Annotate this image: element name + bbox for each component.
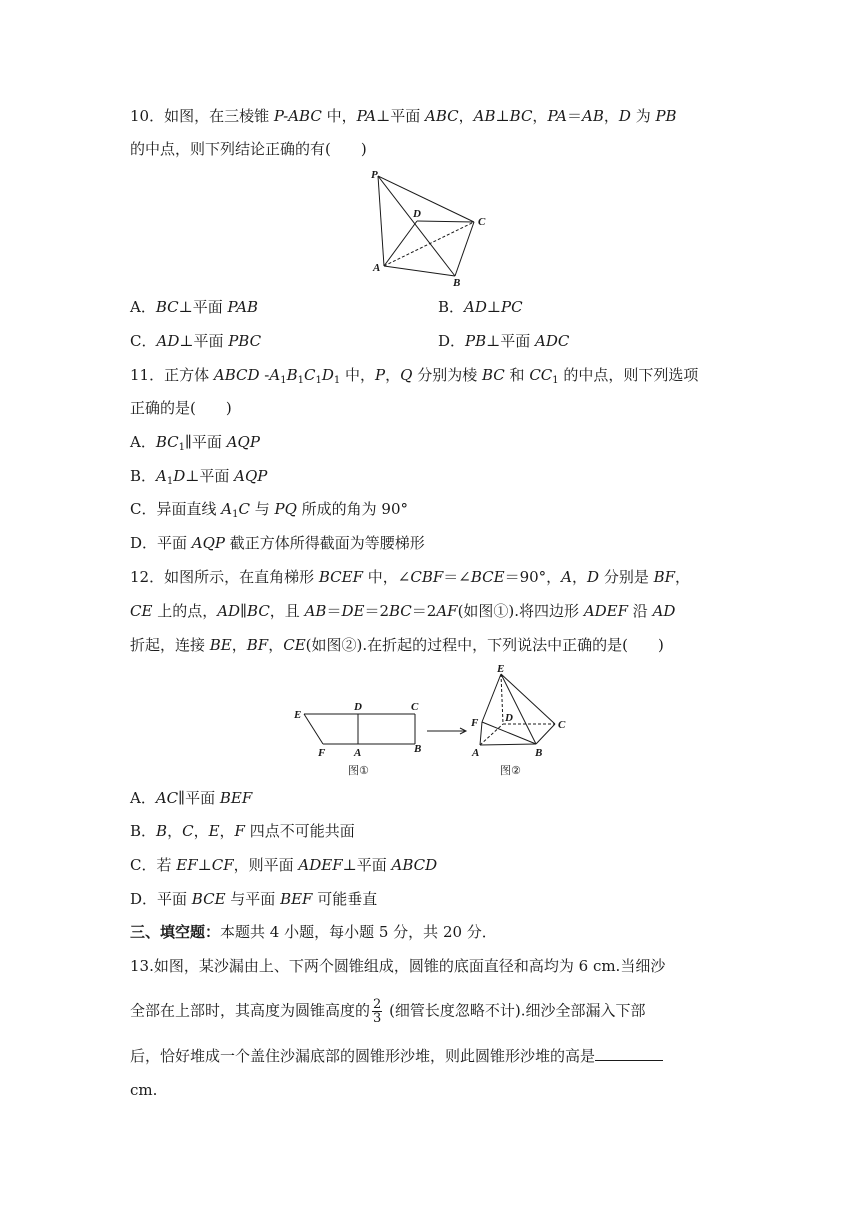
- caption-1: 图①: [348, 764, 369, 777]
- subscript: 1: [232, 509, 239, 520]
- label-C: C: [558, 719, 566, 731]
- subscript: 1: [178, 442, 185, 453]
- text: 沿: [628, 602, 653, 620]
- math: AQP: [234, 467, 268, 485]
- math: AB: [304, 602, 327, 620]
- q12-option-b: [130, 821, 355, 841]
- label-A: A: [472, 747, 480, 759]
- text: ＝: [326, 602, 342, 620]
- q12-stem-line3: [130, 635, 664, 655]
- text: ，则平面: [233, 856, 299, 874]
- text: ⊥: [486, 298, 501, 316]
- math: AD: [652, 602, 676, 620]
- math: AC: [155, 789, 179, 807]
- math: PAB: [227, 298, 259, 316]
- math: ABCD: [391, 856, 438, 874]
- text: ，: [572, 568, 588, 586]
- label-A: A: [354, 747, 362, 759]
- subscript: 1: [280, 375, 287, 386]
- text: 可能垂直: [312, 890, 378, 908]
- q11-option-a: [130, 432, 260, 458]
- math: PBC: [228, 332, 262, 350]
- q10-option-a: [130, 297, 258, 317]
- text: ，且: [269, 602, 305, 620]
- text: ⊥平面: [342, 856, 392, 874]
- subscript: 1: [166, 476, 174, 487]
- math: BCE: [191, 890, 226, 908]
- text: A．: [130, 433, 156, 451]
- q10-stem-line2: 的中点，则下列结论正确的有( ): [130, 140, 367, 158]
- text: 12．如图所示，在直角梯形: [130, 568, 319, 586]
- math: AF: [436, 602, 458, 620]
- math: A: [221, 500, 233, 518]
- math: A: [561, 568, 573, 586]
- text: 截正方体所得截面为等腰梯形: [225, 534, 425, 552]
- text: ∥平面: [178, 789, 220, 807]
- math: C: [303, 366, 316, 384]
- text: (如图②).在折起的过程中，下列说法中正确的是( ): [305, 636, 664, 654]
- q12-stem-line1: [130, 567, 690, 587]
- math: AB: [582, 107, 604, 125]
- text: 的中点，则下列选项: [558, 366, 699, 384]
- text: ，: [385, 366, 401, 384]
- text: ，: [219, 822, 235, 840]
- math: CC: [529, 366, 553, 384]
- math: PB: [655, 107, 677, 125]
- math: DE: [341, 602, 365, 620]
- text: 和: [504, 366, 530, 384]
- math: BC: [155, 433, 179, 451]
- math: EF: [176, 856, 198, 874]
- math: BC: [247, 602, 270, 620]
- text: 中，: [340, 366, 376, 384]
- q11-option-c: [130, 499, 408, 525]
- section-desc: 本题共 4 小题，每小题 5 分，共 20 分．: [220, 923, 497, 941]
- text: D．: [438, 332, 466, 350]
- text: ，: [458, 107, 474, 125]
- text: ⊥平面: [376, 107, 426, 125]
- math: P-ABC: [273, 107, 322, 125]
- text: ⊥平面: [185, 467, 235, 485]
- math: BC: [155, 298, 179, 316]
- q12-figure-2: [466, 662, 576, 780]
- q13-line3: [130, 1046, 663, 1066]
- math: PB: [465, 332, 487, 350]
- subscript: 1: [333, 375, 341, 386]
- text: D．平面: [130, 534, 192, 552]
- label-C: C: [478, 216, 486, 228]
- math: BEF: [280, 890, 313, 908]
- math: BF: [246, 636, 269, 654]
- text: 10．如图，在三棱锥: [130, 107, 274, 125]
- math: ABCD: [213, 366, 260, 384]
- text: 中，: [321, 107, 357, 125]
- q12-stem-line2: [130, 601, 675, 621]
- section-3-heading: [130, 922, 497, 942]
- math: CE: [130, 602, 153, 620]
- fraction-numerator: 2: [373, 997, 382, 1012]
- q12-option-c: [130, 855, 437, 875]
- subscript: 1: [552, 375, 559, 386]
- label-D: D: [413, 208, 421, 220]
- label-E: E: [497, 663, 505, 675]
- text: C．异面直线: [130, 500, 222, 518]
- math: AB: [473, 107, 496, 125]
- text: B．: [130, 467, 157, 485]
- text: 与: [249, 500, 275, 518]
- math: PA: [547, 107, 567, 125]
- q12-figure-1: [290, 700, 435, 780]
- q12-option-d: [130, 889, 377, 909]
- text: ，: [675, 568, 691, 586]
- text: ∥: [240, 602, 248, 620]
- math: A: [269, 366, 281, 384]
- math: AQP: [191, 534, 226, 552]
- fraction-denominator: 3: [373, 1011, 382, 1026]
- q13-line4: cm.: [130, 1081, 158, 1099]
- text: 中，∠: [363, 568, 411, 586]
- text: (细管长度忽略不计).细沙全部漏入下部: [384, 1001, 646, 1020]
- subscript: 1: [297, 375, 304, 386]
- arrow-right-icon: [425, 726, 469, 736]
- text: 11．正方体: [130, 366, 214, 384]
- text: 后，恰好堆成一个盖住沙漏底部的圆锥形沙堆，则此圆锥形沙堆的高是: [130, 1047, 596, 1065]
- q11-option-b: [130, 466, 267, 492]
- text: 全部在上部时，其高度为圆锥高度的: [130, 1001, 371, 1020]
- fraction: [372, 998, 382, 1025]
- label-P: P: [371, 169, 378, 181]
- label-D: D: [354, 701, 362, 713]
- text: ⊥: [197, 856, 212, 874]
- math: C: [238, 500, 250, 518]
- q11-stem-line2: 正确的是( ): [130, 399, 232, 417]
- text: ，: [268, 636, 284, 654]
- text: ∥平面: [185, 433, 227, 451]
- text: ＝90°，: [504, 568, 562, 586]
- math: F: [234, 822, 245, 840]
- math: Q: [400, 366, 413, 384]
- text: C．: [130, 332, 157, 350]
- label-B: B: [414, 743, 422, 755]
- q10-option-b: [438, 297, 523, 317]
- label-D: D: [505, 712, 513, 724]
- q11-option-d: [130, 533, 425, 553]
- text: 折起，连接: [130, 636, 210, 654]
- math: CE: [283, 636, 306, 654]
- text: 分别是: [599, 568, 654, 586]
- label-F: F: [471, 717, 479, 729]
- math: BCEF: [318, 568, 363, 586]
- math: E: [208, 822, 220, 840]
- section-title: 三、填空题：: [130, 923, 221, 941]
- math: P: [375, 366, 386, 384]
- q10-stem-line1: [130, 106, 677, 126]
- math: ABC: [425, 107, 459, 125]
- math: PQ: [274, 500, 297, 518]
- label-E: E: [294, 709, 302, 721]
- text: ⊥: [495, 107, 510, 125]
- text: -: [259, 366, 270, 384]
- math: ADC: [535, 332, 570, 350]
- q13-line2: [130, 998, 646, 1025]
- math: CF: [211, 856, 234, 874]
- math: B: [286, 366, 298, 384]
- caption-2: 图②: [500, 764, 521, 777]
- text: ＝2: [364, 602, 389, 620]
- math: BC: [388, 602, 412, 620]
- math: BC: [481, 366, 505, 384]
- text: C．若: [130, 856, 177, 874]
- math: D: [618, 107, 631, 125]
- math: D: [321, 366, 334, 384]
- text: ⊥平面: [179, 332, 229, 350]
- text: 上的点，: [152, 602, 218, 620]
- math: C: [182, 822, 194, 840]
- text: ＝: [567, 107, 583, 125]
- text: ，: [167, 822, 183, 840]
- math: ADEF: [583, 602, 629, 620]
- text: B．: [438, 298, 465, 316]
- text: B．: [130, 822, 157, 840]
- text: ＝2: [411, 602, 437, 620]
- text: A．: [130, 298, 156, 316]
- q11-stem-line1: [130, 365, 698, 391]
- q10-option-c: [130, 331, 261, 351]
- math: B: [156, 822, 168, 840]
- text: ⊥平面: [178, 298, 228, 316]
- text: ，: [603, 107, 619, 125]
- label-B: B: [535, 747, 543, 759]
- math: D: [173, 467, 186, 485]
- text: ，: [231, 636, 247, 654]
- text: ，: [193, 822, 209, 840]
- q10-pyramid-figure: [360, 166, 500, 290]
- math: AQP: [226, 433, 260, 451]
- math: AD: [156, 332, 180, 350]
- math: PA: [356, 107, 377, 125]
- text: ⊥平面: [486, 332, 536, 350]
- label-B: B: [453, 277, 461, 289]
- math: BCE: [470, 568, 505, 586]
- math: CBF: [410, 568, 444, 586]
- math: ADEF: [298, 856, 343, 874]
- text: 为: [630, 107, 656, 125]
- math: D: [587, 568, 600, 586]
- q12-option-a: [130, 788, 252, 808]
- text: 四点不可能共面: [244, 822, 355, 840]
- math: A: [156, 467, 167, 485]
- text: (如图①).将四边形: [457, 602, 584, 620]
- label-F: F: [318, 747, 326, 759]
- text: ，: [532, 107, 548, 125]
- math: AD: [217, 602, 241, 620]
- label-C: C: [411, 701, 419, 713]
- text: A．: [130, 789, 156, 807]
- math: BE: [209, 636, 232, 654]
- answer-blank[interactable]: [595, 1046, 663, 1061]
- math: PC: [501, 298, 523, 316]
- label-A: A: [373, 262, 381, 274]
- math: BF: [653, 568, 676, 586]
- q10-option-d: [438, 331, 569, 351]
- q13-line1: 13.如图，某沙漏由上、下两个圆锥组成，圆锥的底面直径和高均为 6 cm.当细沙: [130, 957, 666, 975]
- math: BEF: [219, 789, 253, 807]
- math: BC: [509, 107, 533, 125]
- text: 分别为棱: [412, 366, 482, 384]
- text: ＝∠: [443, 568, 471, 586]
- math: AD: [464, 298, 487, 316]
- text: D．平面: [130, 890, 192, 908]
- text: 所成的角为 90°: [296, 500, 409, 518]
- subscript: 1: [315, 375, 322, 386]
- text: 与平面: [225, 890, 281, 908]
